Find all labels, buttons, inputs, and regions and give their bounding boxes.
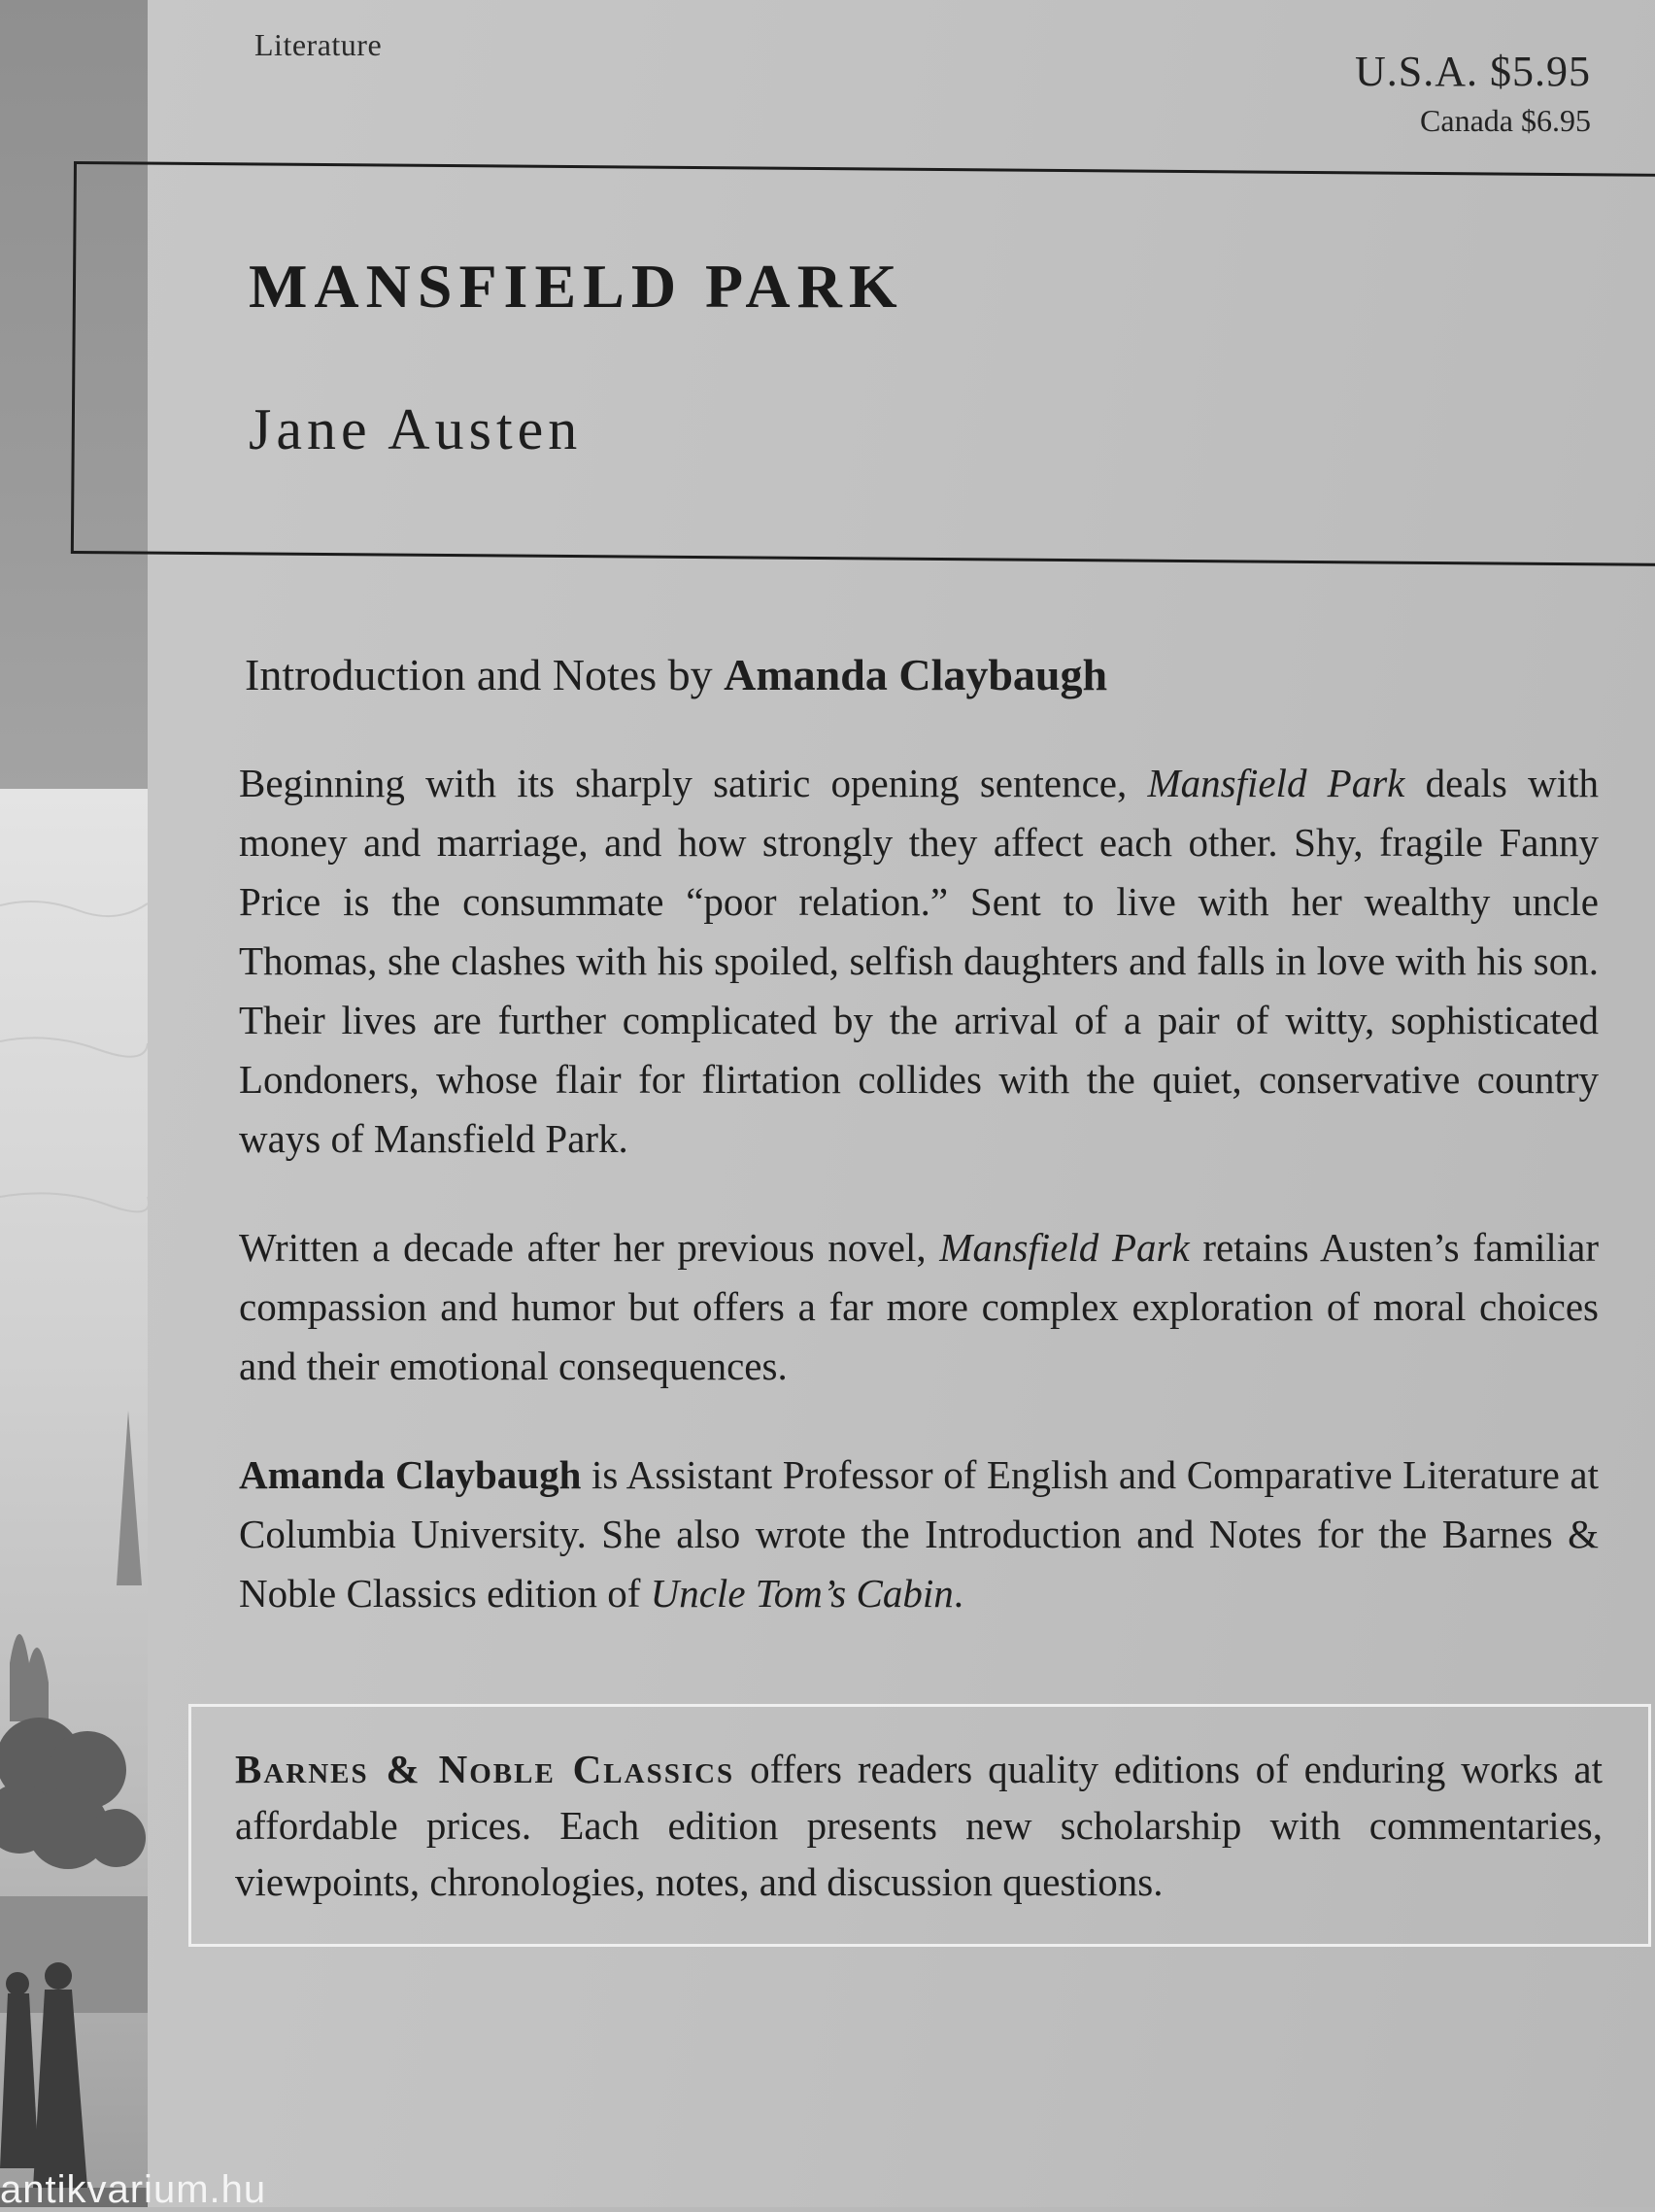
title-frame [71, 161, 1655, 566]
engraving-illustration [0, 789, 148, 2207]
classics-brand: Barnes & Noble Classics [235, 1747, 735, 1791]
description-paragraph-1 [239, 754, 1599, 1169]
classics-description: offers readers quality editions of enduring works at affordable prices. Each edition presents new scholarship with commentaries, viewpoints, chronologies, notes, and discussion questions. [235, 1747, 1603, 1904]
price-usa: U.S.A. $5.95 [1354, 48, 1591, 95]
p2-text-end: retains Austen’s familiar compassion and humor but offers a far more complex exploration of moral choices and their emotional consequences. [239, 1225, 1599, 1388]
intro-editor: Amanda Claybaugh [724, 650, 1108, 699]
landscape-engraving-icon [0, 789, 148, 2207]
p1-text-end: deals with money and marriage, and how strongly they affect each other. Shy, fragile Fanny Price is the consummate “poor relation.” Sent to live with her wealthy uncle Thomas, she clashes with his spoiled, selfish daughters and falls in love with his son. Their lives are further complicated by the arrival of a pair of witty, sophisticated Londoners, whose flair for flirtation collides with the quiet, conservative country ways of Mansfield Park. [239, 761, 1599, 1161]
price-canada: Canada $6.95 [1420, 103, 1591, 138]
introduction-credit [245, 649, 1107, 700]
p2-book-title: Mansfield Park [939, 1225, 1190, 1270]
bio-end: . [953, 1571, 963, 1616]
bio-book-title: Uncle Tom’s Cabin [650, 1571, 954, 1616]
classics-blurb [235, 1741, 1603, 1910]
watermark: antikvarium.hu [0, 2168, 267, 2211]
p1-book-title: Mansfield Park [1147, 761, 1405, 805]
book-author: Jane Austen [249, 397, 583, 461]
book-title: MANSFIELD PARK [249, 252, 904, 321]
category-label: Literature [254, 27, 383, 62]
description-paragraph-2 [239, 1218, 1599, 1396]
intro-prefix: Introduction and Notes by [245, 650, 725, 699]
p2-text-start: Written a decade after her previous novel, [239, 1225, 940, 1270]
bio-editor-name: Amanda Claybaugh [239, 1452, 582, 1497]
editor-bio-paragraph [239, 1446, 1599, 1623]
p1-text-start: Beginning with its sharply satiric opening sentence, [239, 761, 1148, 805]
bio-text: is Assistant Professor of English and Comparative Literature at Columbia University. She also wrote the Introduction and Notes for the Barnes & Noble Classics edition of [239, 1452, 1599, 1616]
